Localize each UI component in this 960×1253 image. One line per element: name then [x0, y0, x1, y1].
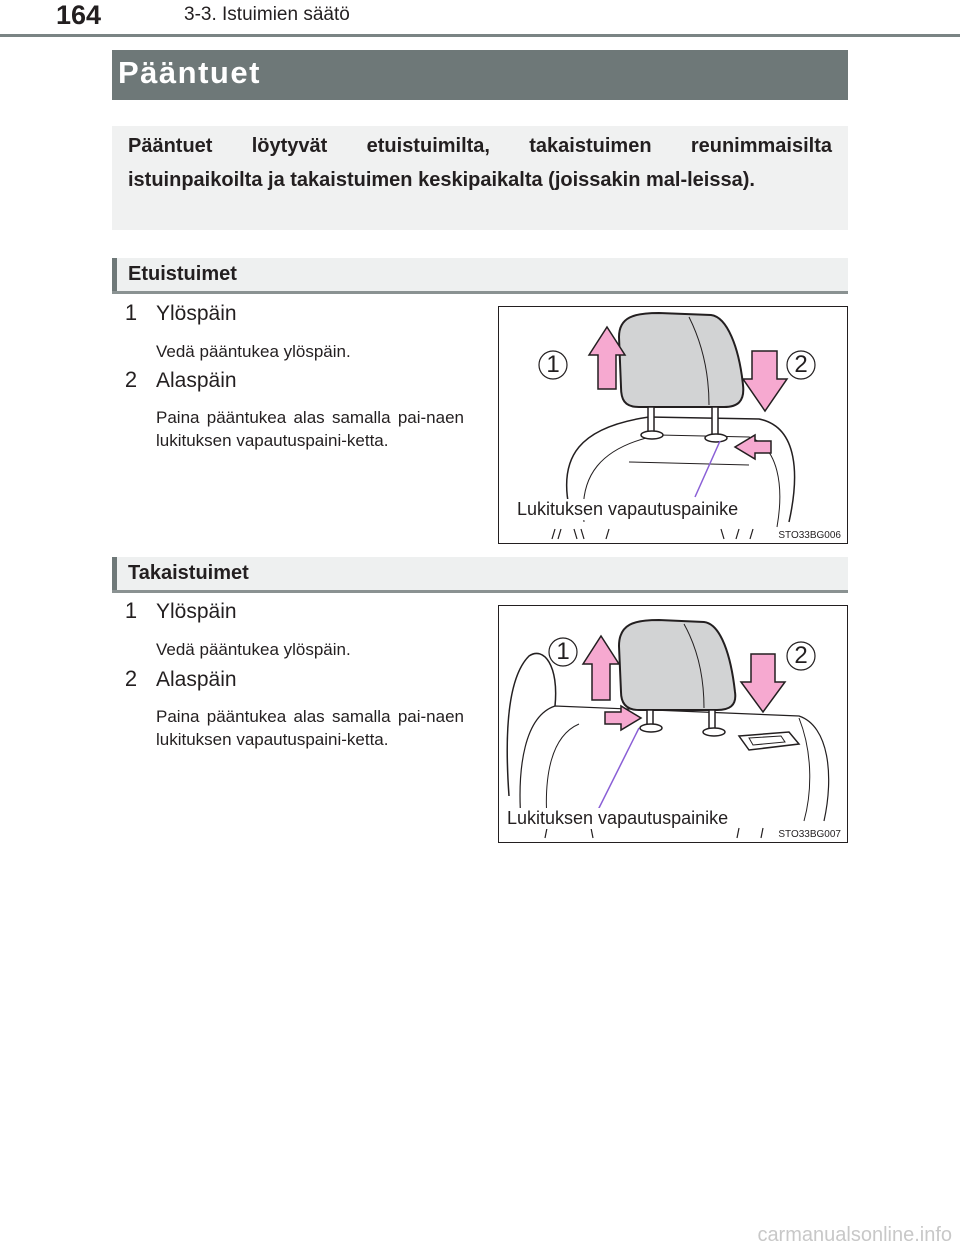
- release-button-label: Lukituksen vapautuspainike: [517, 499, 739, 519]
- step-description: Paina pääntukea alas samalla pai-naen lukituksen vapautuspaini-ketta.: [156, 707, 464, 749]
- page-title: Pääntuet: [118, 55, 261, 90]
- step-description: Vedä pääntukea ylöspäin.: [156, 640, 351, 659]
- intro-box: [112, 126, 848, 230]
- section-title: Takaistuimet: [128, 562, 249, 584]
- watermark: carmanualsonline.info: [757, 1224, 952, 1246]
- section-heading-front: [112, 258, 848, 294]
- step-title: Alaspäin: [156, 668, 237, 691]
- step-number: [118, 300, 144, 326]
- step-title: Ylöspäin: [156, 302, 237, 325]
- page-number: 164: [56, 0, 102, 30]
- step-number: [118, 367, 144, 393]
- section-title: Etuistuimet: [128, 263, 237, 285]
- step-number: [118, 666, 144, 692]
- running-head: 3-3. Istuimien säätö: [184, 4, 350, 25]
- step-number: [118, 598, 144, 624]
- step-number-text: 2: [124, 367, 138, 392]
- step-title: Ylöspäin: [156, 600, 237, 623]
- step-title: Alaspäin: [156, 369, 237, 392]
- step-description: Paina pääntukea alas samalla pai-naen lukituksen vapautuspaini-ketta.: [156, 408, 464, 450]
- front-headrest-illustration: [498, 306, 848, 544]
- intro-text: Pääntuet löytyvät etuistuimilta, takaistuimen reunimmaisilta istuinpaikoilta ja takaistuimen keskipaikalta (joissakin mal-leissa).: [128, 135, 832, 191]
- figure-code: STO33BG007: [778, 829, 841, 840]
- step-number-text: 1: [124, 598, 138, 623]
- callout-1: 1: [546, 351, 560, 378]
- step-description: Vedä pääntukea ylöspäin.: [156, 342, 351, 361]
- rear-headrest-illustration: [498, 605, 848, 843]
- page-title-bar: [112, 50, 848, 100]
- section-marker: [112, 258, 117, 291]
- release-button-label: Lukituksen vapautuspainike: [507, 808, 729, 828]
- step-number-text: 2: [124, 666, 138, 691]
- figure-code: STO33BG006: [778, 530, 841, 541]
- callout-2: 2: [794, 642, 808, 669]
- section-marker: [112, 557, 117, 590]
- section-heading-rear: [112, 557, 848, 593]
- header-rule: [0, 34, 960, 37]
- callout-1: 1: [556, 638, 570, 665]
- callout-2: 2: [794, 351, 808, 378]
- step-number-text: 1: [124, 300, 138, 325]
